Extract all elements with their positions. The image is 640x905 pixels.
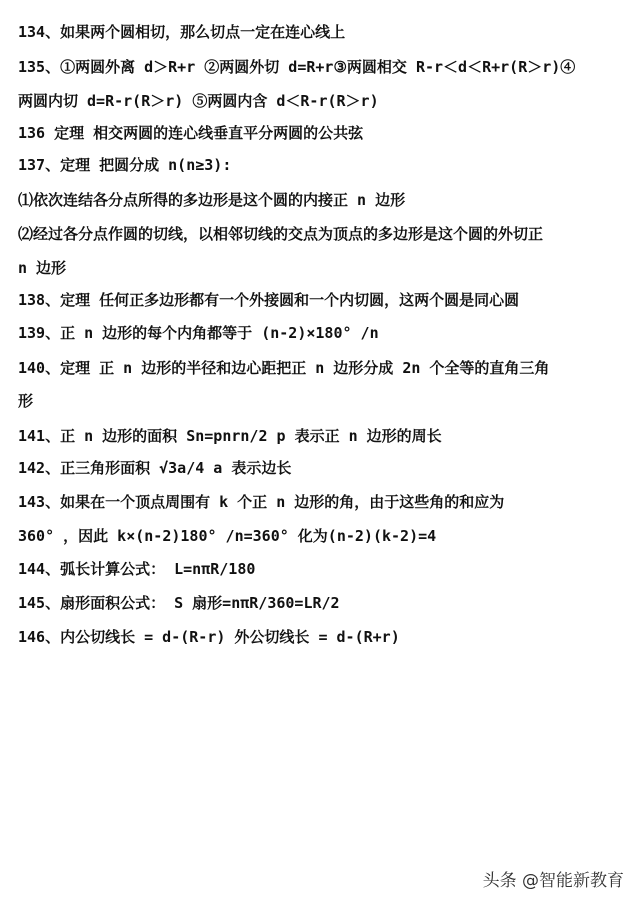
- text-line-138: 138、定理 任何正多边形都有一个外接圆和一个内切圆，这两个圆是同心圆: [18, 291, 520, 309]
- text-line-144: 144、弧长计算公式： L=nπR/180: [18, 560, 256, 578]
- text-line-146: 146、内公切线长 = d-(R-r) 外公切线长 = d-(R+r): [18, 628, 400, 646]
- text-line-139: 139、正 n 边形的每个内角都等于 (n-2)×180° /n: [18, 324, 379, 342]
- text-line-135: 135、①两圆外离 d＞R+r ②两圆外切 d=R+r③两圆相交 R-r＜d＜R+r(R＞r)④: [18, 58, 576, 76]
- text-line-134: 134、如果两个圆相切，那么切点一定在连心线上: [18, 23, 346, 41]
- text-line-140-cont: 形: [18, 392, 34, 410]
- text-line-143: 143、如果在一个顶点周围有 k 个正 n 边形的角，由于这些角的和应为: [18, 493, 505, 511]
- text-line-137-2-cont: n 边形: [18, 259, 67, 277]
- text-line-135-cont: 两圆内切 d=R-r(R＞r) ⑤两圆内含 d＜R-r(R＞r): [18, 92, 379, 110]
- text-line-140: 140、定理 正 n 边形的半径和边心距把正 n 边形分成 2n 个全等的直角三角: [18, 359, 550, 377]
- text-line-145: 145、扇形面积公式： S 扇形=nπR/360=LR/2: [18, 594, 340, 612]
- text-line-137-2: ⑵经过各分点作圆的切线，以相邻切线的交点为顶点的多边形是这个圆的外切正: [18, 225, 544, 243]
- text-line-136: 136 定理 相交两圆的连心线垂直平分两圆的公共弦: [18, 124, 364, 142]
- watermark-text: 头条 @智能新教育: [482, 871, 624, 891]
- text-line-137-1: ⑴依次连结各分点所得的多边形是这个圆的内接正 n 边形: [18, 191, 406, 209]
- text-line-143-cont: 360° ，因此 k×(n-2)180° /n=360° 化为(n-2)(k-2)=4: [18, 527, 437, 545]
- text-line-142: 142、正三角形面积 √3a/4 a 表示边长: [18, 459, 292, 477]
- text-line-137: 137、定理 把圆分成 n(n≥3):: [18, 156, 232, 174]
- text-line-141: 141、正 n 边形的面积 Sn=pnrn/2 p 表示正 n 边形的周长: [18, 427, 442, 445]
